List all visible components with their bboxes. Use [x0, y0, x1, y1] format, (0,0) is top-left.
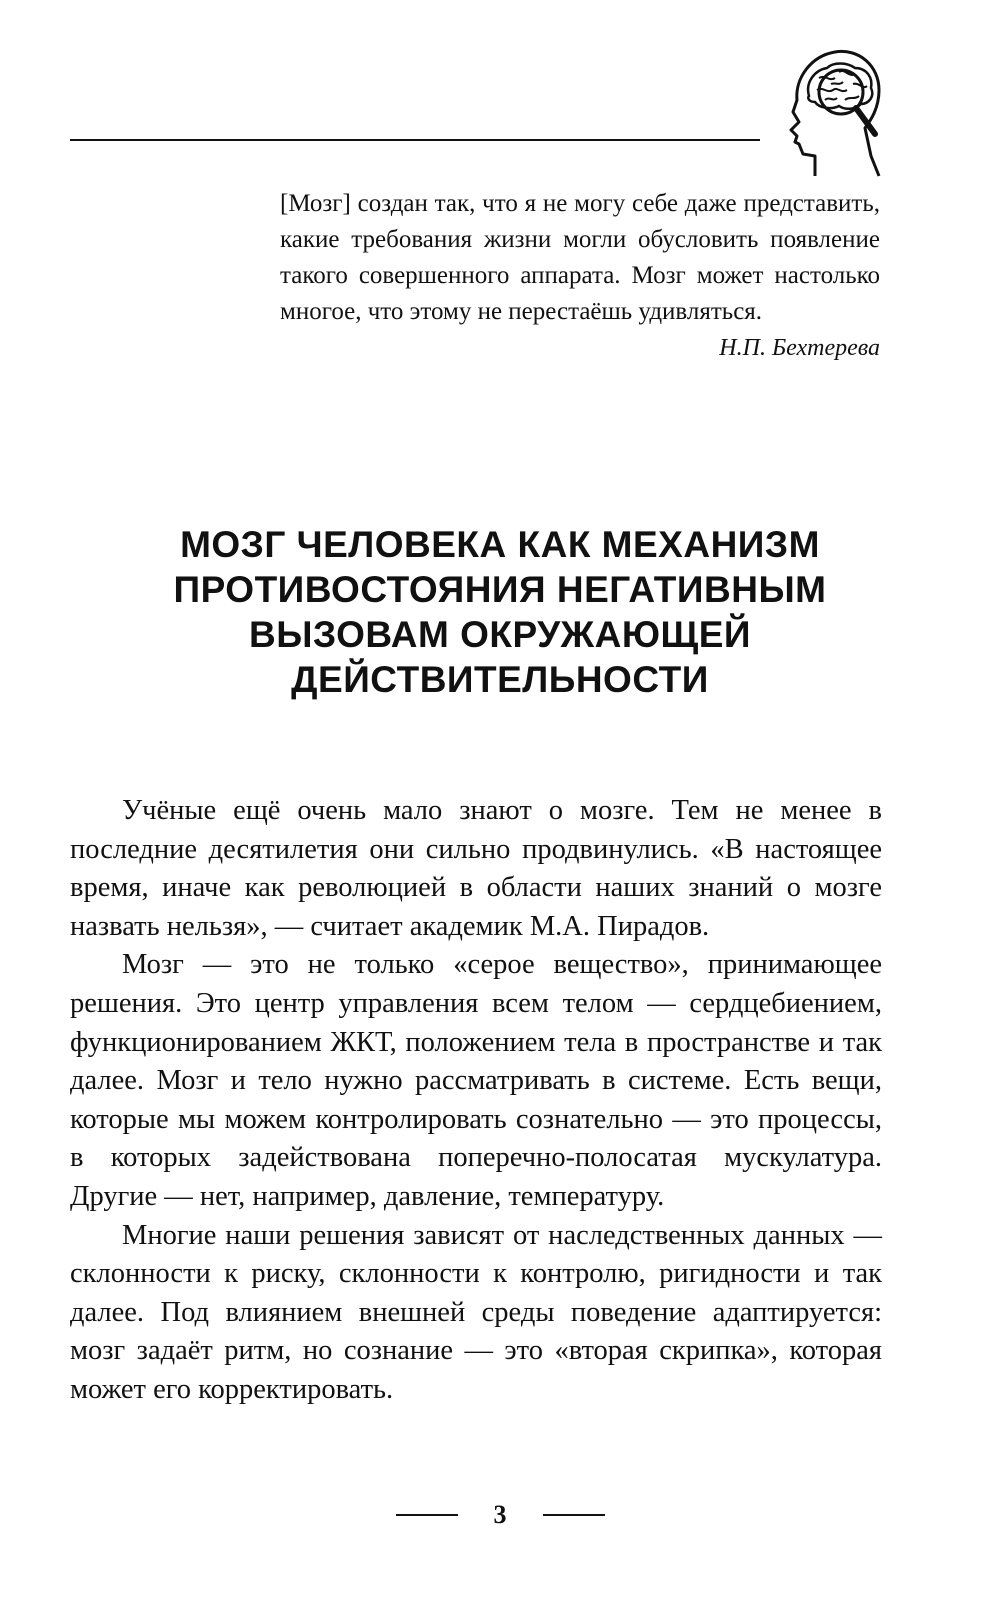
- epigraph-quote: [Мозг] создан так, что я не могу себе даже представить, какие требования жизни могли обусловить появление такого совершенного аппарата. Мозг может настолько многое, что этому не перестаёшь удивляться.: [280, 190, 880, 325]
- page-number: 3: [493, 1500, 507, 1529]
- footer-rule-left: [396, 1514, 458, 1516]
- paragraph: Многие наши решения зависят от наследственных данных — склонности к риску, склонности к контролю, ригидности и так далее. Под влиянием внешней среды поведение адаптируется: мозг задаёт ритм, но сознание — это «вторая скрипка», которая может его корректировать.: [70, 1219, 882, 1405]
- page-footer: [0, 1500, 1000, 1530]
- epigraph-author: Н.П. Бехтерева: [719, 335, 880, 361]
- paragraph: Учёные ещё очень мало знают о мозге. Тем не менее в последние десятилетия они сильно продвинулись. «В настоящее время, иначе как революцией в области наших знаний о мозге назвать нельзя», — считает академик М.А. Пирадов.: [70, 795, 882, 942]
- header-rule: [70, 139, 760, 141]
- footer-rule-right: [543, 1514, 605, 1516]
- paragraph: Мозг — это не только «серое вещество», принимающее решения. Это центр управления всем телом — сердцебиением, функционированием ЖКТ, положением тела в пространстве и так далее. Мозг и тело нужно рассматривать в системе. Есть вещи, которые мы можем контролировать сознательно — это процессы, в которых задействована поперечно-полосатая мускулатура. Другие — нет, например, давление, температуру.: [70, 949, 882, 1212]
- chapter-title: МОЗГ ЧЕЛОВЕКА КАК МЕХАНИЗМ ПРОТИВОСТОЯНИЯ НЕГАТИВНЫМ ВЫЗОВАМ ОКРУЖАЮЩЕЙ ДЕЙСТВИТЕЛЬНОСТИ: [173, 524, 827, 700]
- epigraph: [280, 186, 880, 366]
- head-with-brain-icon: [775, 38, 885, 183]
- chapter-body: [70, 792, 882, 1410]
